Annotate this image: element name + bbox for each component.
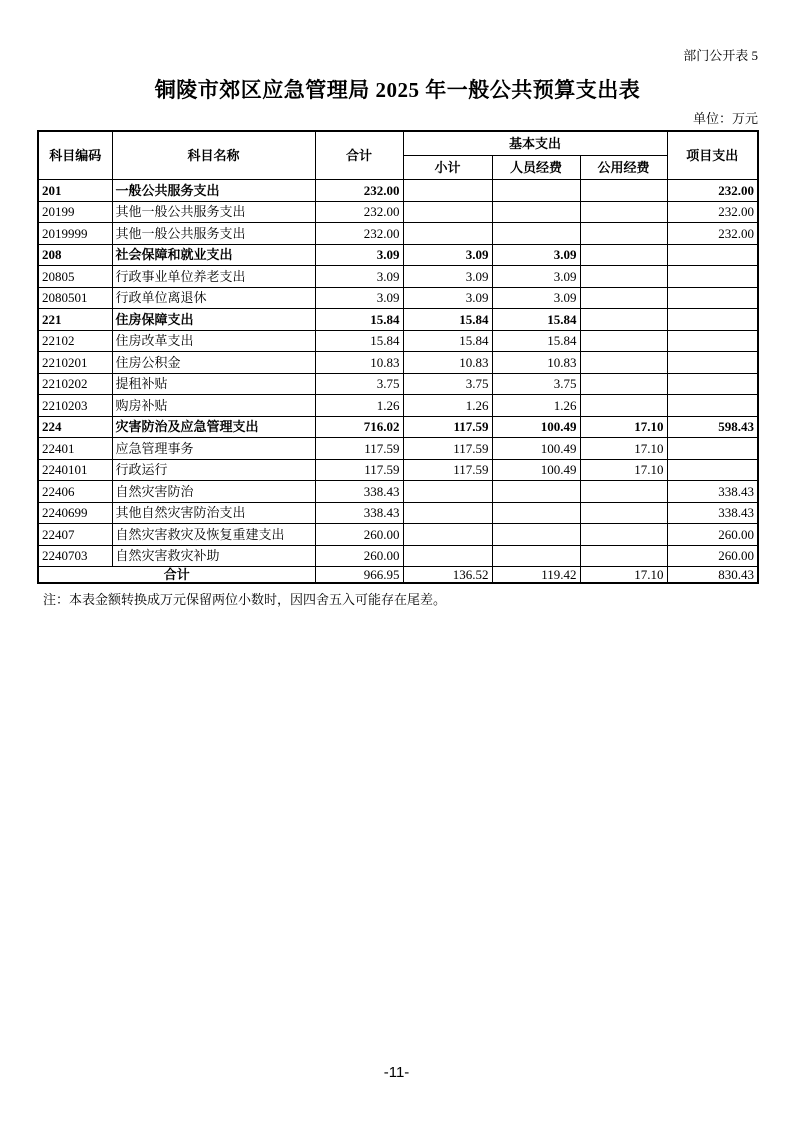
total-cell: 3.09 — [315, 287, 403, 309]
subject-code-cell: 2210203 — [38, 395, 112, 417]
subject-code-cell: 20805 — [38, 266, 112, 288]
total-row-basic-subtotal: 136.52 — [403, 567, 492, 584]
personnel-cell: 100.49 — [492, 416, 580, 438]
subject-code-cell: 2019999 — [38, 223, 112, 245]
table-row — [38, 352, 758, 374]
table-row — [38, 309, 758, 331]
public-cell — [580, 481, 667, 503]
total-cell: 117.59 — [315, 459, 403, 481]
project-cell: 260.00 — [667, 524, 758, 546]
public-cell — [580, 223, 667, 245]
subject-name-cell: 住房保障支出 — [112, 309, 315, 331]
public-cell: 17.10 — [580, 416, 667, 438]
table-row — [38, 416, 758, 438]
project-cell: 338.43 — [667, 481, 758, 503]
table-row — [38, 502, 758, 524]
table-header — [38, 131, 758, 180]
total-row-personnel: 119.42 — [492, 567, 580, 584]
public-cell — [580, 545, 667, 567]
table-body — [38, 180, 758, 567]
public-cell: 17.10 — [580, 459, 667, 481]
personnel-cell: 10.83 — [492, 352, 580, 374]
personnel-cell: 3.75 — [492, 373, 580, 395]
subject-name-cell: 提租补贴 — [112, 373, 315, 395]
header-basic-expenditure: 基本支出 — [403, 131, 667, 156]
public-cell — [580, 352, 667, 374]
table-row — [38, 287, 758, 309]
subject-name-cell: 住房改革支出 — [112, 330, 315, 352]
project-cell — [667, 352, 758, 374]
personnel-cell — [492, 180, 580, 202]
project-cell: 232.00 — [667, 180, 758, 202]
total-cell: 338.43 — [315, 502, 403, 524]
project-cell — [667, 395, 758, 417]
subject-name-cell: 购房补贴 — [112, 395, 315, 417]
public-cell — [580, 266, 667, 288]
table-row — [38, 201, 758, 223]
total-cell: 260.00 — [315, 524, 403, 546]
public-cell — [580, 502, 667, 524]
subject-code-cell: 2240703 — [38, 545, 112, 567]
table-row — [38, 395, 758, 417]
public-cell — [580, 287, 667, 309]
subject-code-cell: 22401 — [38, 438, 112, 460]
personnel-cell: 3.09 — [492, 287, 580, 309]
total-cell: 260.00 — [315, 545, 403, 567]
basic-subtotal-cell — [403, 201, 492, 223]
header-project-expenditure: 项目支出 — [667, 131, 758, 180]
table-row — [38, 373, 758, 395]
project-cell: 598.43 — [667, 416, 758, 438]
subject-name-cell: 一般公共服务支出 — [112, 180, 315, 202]
basic-subtotal-cell: 117.59 — [403, 438, 492, 460]
project-cell — [667, 438, 758, 460]
basic-subtotal-cell: 3.09 — [403, 244, 492, 266]
public-cell — [580, 180, 667, 202]
project-cell — [667, 309, 758, 331]
basic-subtotal-cell — [403, 223, 492, 245]
header-subject-name: 科目名称 — [112, 131, 315, 180]
total-cell: 3.09 — [315, 266, 403, 288]
total-cell: 232.00 — [315, 180, 403, 202]
subject-name-cell: 自然灾害救灾及恢复重建支出 — [112, 524, 315, 546]
table-note: 注：本表金额转换成万元保留两位小数时，因四舍五入可能存在尾差。 — [43, 592, 447, 607]
basic-subtotal-cell: 3.09 — [403, 287, 492, 309]
subject-name-cell: 自然灾害防治 — [112, 481, 315, 503]
project-cell — [667, 330, 758, 352]
personnel-cell — [492, 481, 580, 503]
public-cell — [580, 373, 667, 395]
public-cell — [580, 201, 667, 223]
personnel-cell — [492, 545, 580, 567]
subject-name-cell: 其他自然灾害防治支出 — [112, 502, 315, 524]
project-cell — [667, 287, 758, 309]
table-row — [38, 481, 758, 503]
personnel-cell — [492, 223, 580, 245]
project-cell — [667, 373, 758, 395]
header-public-funds: 公用经费 — [580, 156, 667, 180]
total-cell: 10.83 — [315, 352, 403, 374]
basic-subtotal-cell — [403, 481, 492, 503]
total-cell: 3.09 — [315, 244, 403, 266]
subject-code-cell: 2240101 — [38, 459, 112, 481]
personnel-cell — [492, 201, 580, 223]
basic-subtotal-cell: 10.83 — [403, 352, 492, 374]
project-cell — [667, 459, 758, 481]
table-row — [38, 180, 758, 202]
header-subject-code: 科目编码 — [38, 131, 112, 180]
table-row — [38, 244, 758, 266]
total-cell: 338.43 — [315, 481, 403, 503]
page-number: -11- — [383, 1064, 410, 1081]
total-cell: 232.00 — [315, 201, 403, 223]
total-row-project: 830.43 — [667, 567, 758, 584]
document-content — [37, 0, 758, 608]
subject-name-cell: 行政单位离退休 — [112, 287, 315, 309]
header-total: 合计 — [315, 131, 403, 180]
total-cell: 117.59 — [315, 438, 403, 460]
total-cell: 15.84 — [315, 309, 403, 331]
public-cell — [580, 244, 667, 266]
table-row — [38, 524, 758, 546]
project-cell — [667, 244, 758, 266]
project-cell: 338.43 — [667, 502, 758, 524]
subject-name-cell: 行政运行 — [112, 459, 315, 481]
personnel-cell: 3.09 — [492, 244, 580, 266]
total-row-public: 17.10 — [580, 567, 667, 584]
public-cell — [580, 309, 667, 331]
basic-subtotal-cell — [403, 502, 492, 524]
subject-code-cell: 2210202 — [38, 373, 112, 395]
total-cell: 15.84 — [315, 330, 403, 352]
project-cell — [667, 266, 758, 288]
public-cell — [580, 330, 667, 352]
subject-code-cell: 2080501 — [38, 287, 112, 309]
subject-code-cell: 201 — [38, 180, 112, 202]
total-row-label: 合计 — [38, 567, 315, 584]
subject-code-cell: 22102 — [38, 330, 112, 352]
public-cell — [580, 524, 667, 546]
basic-subtotal-cell — [403, 524, 492, 546]
subject-code-cell: 224 — [38, 416, 112, 438]
basic-subtotal-cell — [403, 545, 492, 567]
unit-label: 单位：万元 — [692, 111, 758, 126]
public-cell: 17.10 — [580, 438, 667, 460]
subject-name-cell: 灾害防治及应急管理支出 — [112, 416, 315, 438]
basic-subtotal-cell: 117.59 — [403, 416, 492, 438]
table-row — [38, 545, 758, 567]
project-cell: 232.00 — [667, 223, 758, 245]
basic-subtotal-cell: 15.84 — [403, 330, 492, 352]
basic-subtotal-cell: 15.84 — [403, 309, 492, 331]
subject-name-cell: 社会保障和就业支出 — [112, 244, 315, 266]
personnel-cell — [492, 524, 580, 546]
personnel-cell: 1.26 — [492, 395, 580, 417]
table-row — [38, 266, 758, 288]
personnel-cell: 100.49 — [492, 459, 580, 481]
subject-name-cell: 住房公积金 — [112, 352, 315, 374]
public-cell — [580, 395, 667, 417]
subject-code-cell: 2210201 — [38, 352, 112, 374]
subject-name-cell: 其他一般公共服务支出 — [112, 223, 315, 245]
total-cell: 716.02 — [315, 416, 403, 438]
subject-name-cell: 自然灾害救灾补助 — [112, 545, 315, 567]
total-cell: 1.26 — [315, 395, 403, 417]
personnel-cell: 3.09 — [492, 266, 580, 288]
personnel-cell — [492, 502, 580, 524]
table-row — [38, 330, 758, 352]
total-cell: 232.00 — [315, 223, 403, 245]
subject-code-cell: 20199 — [38, 201, 112, 223]
table-row — [38, 223, 758, 245]
subject-name-cell: 行政事业单位养老支出 — [112, 266, 315, 288]
subject-code-cell: 22407 — [38, 524, 112, 546]
personnel-cell: 15.84 — [492, 330, 580, 352]
doc-label: 部门公开表 5 — [683, 48, 758, 63]
personnel-cell: 15.84 — [492, 309, 580, 331]
table-row — [38, 438, 758, 460]
budget-table — [37, 130, 759, 584]
subject-name-cell: 应急管理事务 — [112, 438, 315, 460]
total-row-total: 966.95 — [315, 567, 403, 584]
project-cell: 232.00 — [667, 201, 758, 223]
personnel-cell: 100.49 — [492, 438, 580, 460]
basic-subtotal-cell: 117.59 — [403, 459, 492, 481]
basic-subtotal-cell — [403, 180, 492, 202]
table-footer — [38, 567, 758, 584]
total-cell: 3.75 — [315, 373, 403, 395]
basic-subtotal-cell: 3.09 — [403, 266, 492, 288]
table-total-row — [38, 567, 758, 584]
basic-subtotal-cell: 1.26 — [403, 395, 492, 417]
page-title: 铜陵市郊区应急管理局 2025 年一般公共预算支出表 — [154, 78, 641, 102]
subject-name-cell: 其他一般公共服务支出 — [112, 201, 315, 223]
header-basic-subtotal: 小计 — [403, 156, 492, 180]
subject-code-cell: 2240699 — [38, 502, 112, 524]
subject-code-cell: 221 — [38, 309, 112, 331]
table-row — [38, 459, 758, 481]
project-cell: 260.00 — [667, 545, 758, 567]
subject-code-cell: 22406 — [38, 481, 112, 503]
header-personnel-funds: 人员经费 — [492, 156, 580, 180]
subject-code-cell: 208 — [38, 244, 112, 266]
basic-subtotal-cell: 3.75 — [403, 373, 492, 395]
